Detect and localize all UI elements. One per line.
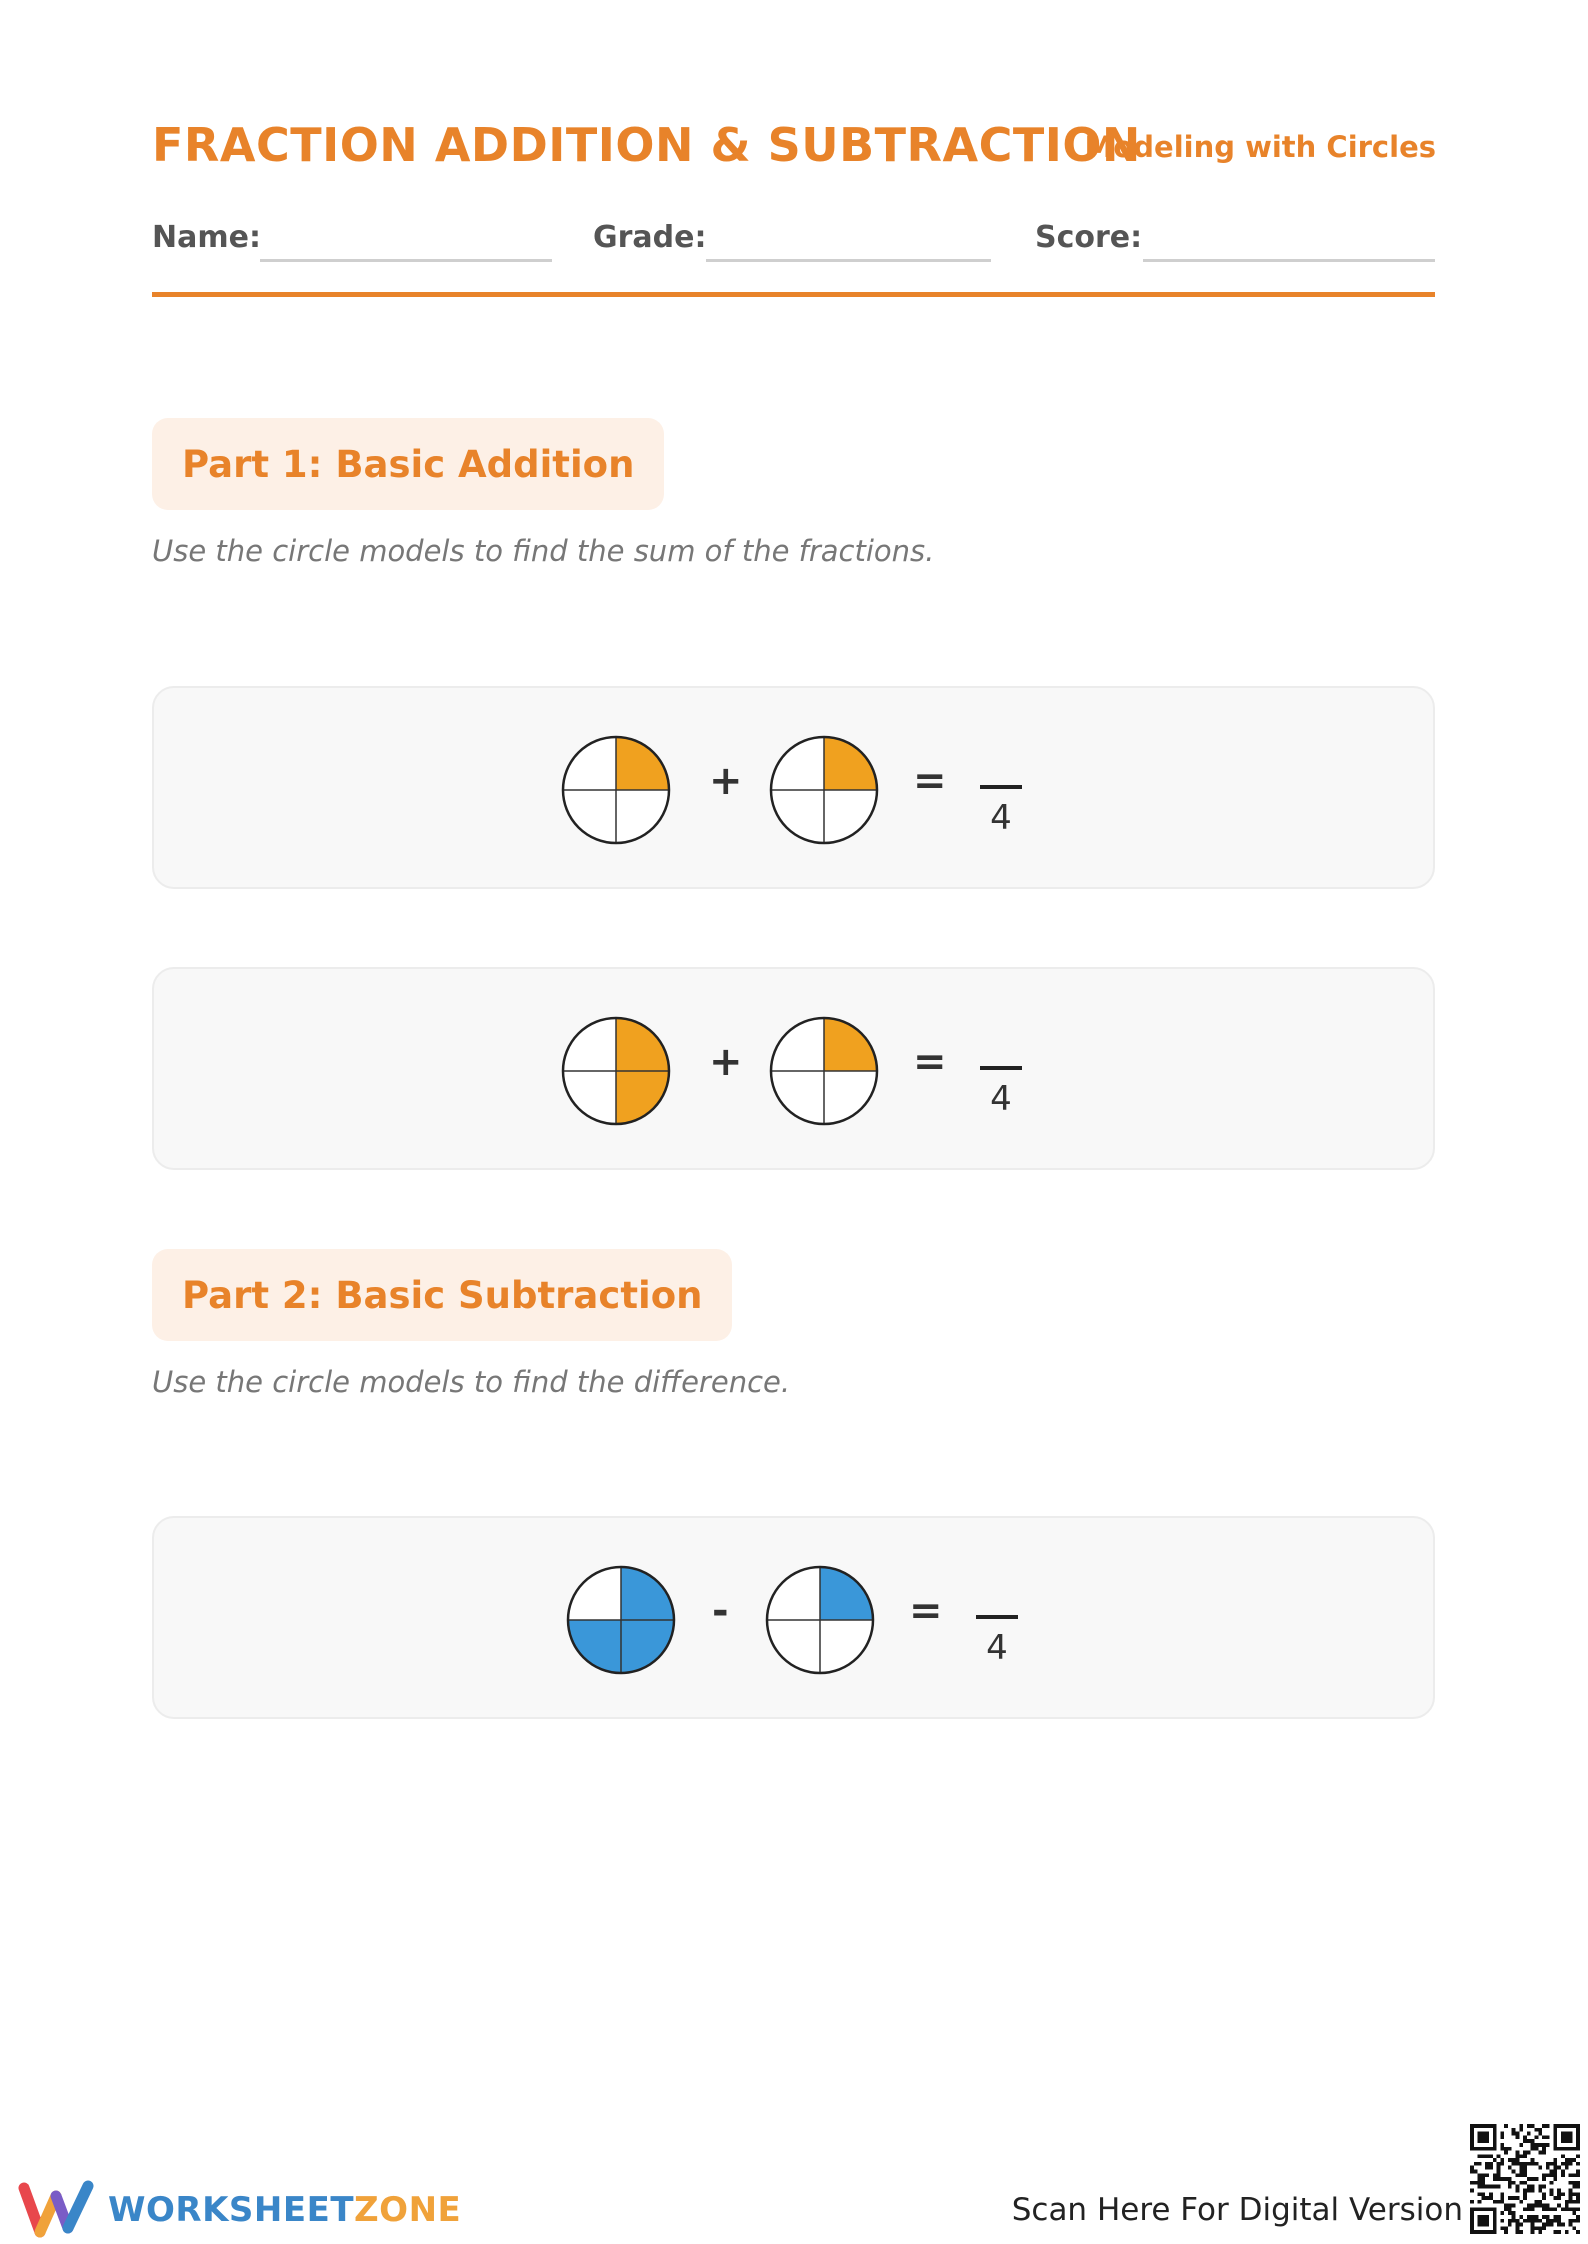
equals-sign: = <box>909 1588 943 1634</box>
fraction-circle-right-icon <box>764 1564 876 1676</box>
fraction-circle-left-icon <box>560 1015 672 1127</box>
answer-denominator: 4 <box>990 1079 1012 1119</box>
fraction-circle-right-icon <box>768 1015 880 1127</box>
problem-card <box>152 1516 1435 1719</box>
answer-denominator: 4 <box>986 1628 1008 1668</box>
plus-operator: + <box>709 758 743 804</box>
qr-code-icon[interactable] <box>1470 2124 1580 2234</box>
equals-sign: = <box>913 758 947 804</box>
student-info-row <box>152 220 1435 270</box>
score-label: Score: <box>1035 220 1143 255</box>
part1-heading: Part 1: Basic Addition <box>152 418 664 510</box>
answer-denominator: 4 <box>990 798 1012 838</box>
name-label: Name: <box>152 220 261 255</box>
worksheet-subtitle: Modeling with Circles <box>1084 130 1436 164</box>
grade-label: Grade: <box>593 220 707 255</box>
fraction-circle-left-icon <box>565 1564 677 1676</box>
problem-card <box>152 967 1435 1170</box>
part2-instruction: Use the circle models to find the difference. <box>152 1365 791 1399</box>
fraction-circle-right-icon <box>768 734 880 846</box>
score-input-line[interactable] <box>1143 259 1435 262</box>
grade-field <box>593 220 993 270</box>
answer-fraction-bar[interactable] <box>980 785 1022 789</box>
problem-card <box>152 686 1435 889</box>
name-input-line[interactable] <box>260 259 552 262</box>
header-divider <box>152 292 1435 297</box>
grade-input-line[interactable] <box>706 259 991 262</box>
worksheetzone-logo[interactable] <box>18 2180 462 2240</box>
answer-fraction-bar[interactable] <box>976 1615 1018 1619</box>
logo-w-icon <box>18 2180 98 2240</box>
score-field <box>1035 220 1435 270</box>
part1-instruction: Use the circle models to find the sum of the fractions. <box>152 534 935 568</box>
answer-fraction-bar[interactable] <box>980 1066 1022 1070</box>
fraction-circle-left-icon <box>560 734 672 846</box>
worksheet-title: FRACTION ADDITION & SUBTRACTION <box>152 118 1141 172</box>
scan-instruction: Scan Here For Digital Version <box>1011 2192 1463 2228</box>
minus-operator: - <box>712 1588 729 1634</box>
equals-sign: = <box>913 1039 947 1085</box>
logo-text: WORKSHEETZONE <box>108 2190 462 2230</box>
name-field <box>152 220 552 270</box>
plus-operator: + <box>709 1039 743 1085</box>
part2-heading: Part 2: Basic Subtraction <box>152 1249 732 1341</box>
